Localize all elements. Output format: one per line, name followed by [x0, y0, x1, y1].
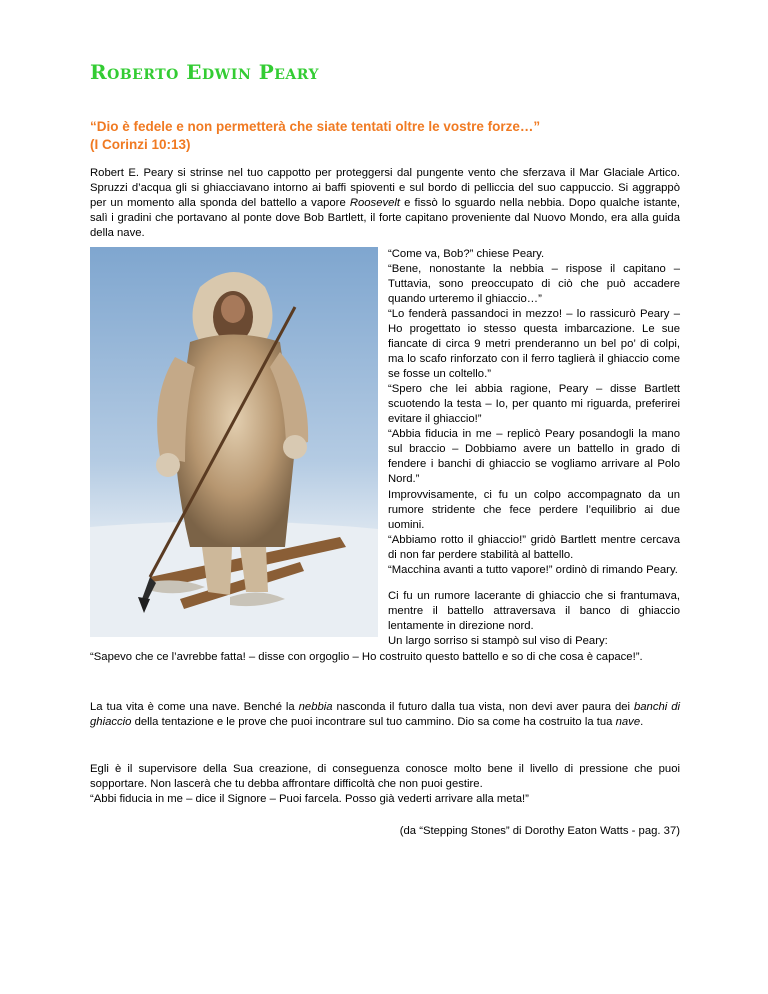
ship-name: Roosevelt [349, 197, 401, 209]
dialog-line: Ci fu un rumore lacerante di ghiaccio che si frantumava, mentre il battello attraversava il banco di ghiaccio lentamente in direzione nord. [388, 590, 680, 632]
supervisor-line: Egli è il supervisore della Sua creazione, di conseguenza conosce molto bene il livello di pressione che puoi sopportare. Non lascerà che tu debba affrontare difficoltà che non puoi gestire. [90, 763, 680, 790]
dialog-line: “Spero che lei abbia ragione, Peary – disse Bartlett scuotendo la testa – Io, per quanto mi riguarda, preferirei evitare il ghiaccio!” [388, 383, 680, 425]
life-ice: banchi di ghiaccio [90, 701, 680, 728]
peary-photo [90, 247, 378, 637]
intro-paragraph [90, 166, 680, 241]
dialog-block-2 [388, 488, 680, 578]
intro-part2: e fissò lo sguardo nella nebbia. Dopo qualche istante, salì i gradini che portavano al ponte dove Bob Bartlett, il forte capitano proveniente dal Nuovo Mondo, era alla guida della nave. [90, 197, 680, 239]
life-paragraph [90, 700, 680, 730]
bible-verse [90, 118, 690, 154]
source-citation: (da “Stepping Stones” di Dorothy Eaton Watts - pag. 37) [399, 825, 680, 837]
dialog-line: “Bene, nonostante la nebbia – rispose il capitano – Tuttavia, sono preoccupato di ciò che può accadere quando urteremo il ghiaccio…” [388, 263, 680, 305]
dialog-line: “Macchina avanti a tutto vapore!” ordinò di rimando Peary. [388, 564, 678, 576]
explorer-illustration [90, 247, 378, 637]
life-fog: nebbia [298, 701, 333, 713]
life-g: . [640, 716, 644, 728]
dialog-line: Improvvisamente, ci fu un colpo accompagnato da un rumore stridente che fece perdere l’equilibrio ai due uomini. [388, 489, 680, 531]
dialog-line: “Abbia fiducia in me – replicò Peary posandogli la mano sul braccio – Dobbiamo avere un battello in grado di fendere i banchi di ghiaccio se vogliamo arrivare al Polo Nord.” [388, 428, 680, 485]
page-title [90, 60, 690, 84]
life-e: della tentazione e le prove che puoi incontrare sul tuo cammino. Dio sa come ha costruito la tua [131, 716, 616, 728]
dialog-line: Un largo sorriso si stampò sul viso di Peary: [388, 635, 608, 647]
supervisor-line: “Abbi fiducia in me – dice il Signore – Puoi farcela. Posso già vederti arrivare alla meta!” [90, 793, 529, 805]
life-c: nasconda il futuro dalla tua vista, non devi aver paura dei [332, 701, 634, 713]
dialog-line: “Come va, Bob?” chiese Peary. [388, 248, 545, 260]
life-a: La tua vita è come una nave. Benché la [90, 701, 299, 713]
dialog-block-1 [388, 247, 680, 487]
dialog-line: “Abbiamo rotto il ghiaccio!” gridò Bartlett mentre cercava di non far perdere stabilità al battello. [388, 534, 680, 561]
supervisor-paragraph [90, 762, 680, 807]
verse-quote: “Dio è fedele e non permetterà che siate tentati oltre le vostre forze…” [90, 119, 541, 134]
title-text: Roberto Edwin Peary [90, 60, 319, 84]
verse-reference: (I Corinzi 10:13) [90, 137, 191, 152]
dialog-line: “Lo fenderà passandoci in mezzo! – lo rassicurò Peary – Ho progettato io stesso questa imbarcazione. Le sue fiancate di circa 9 metri prenderanno un bel po’ di colpi, ma lo scafo rinforzato con il ferro taglierà il ghiaccio come se fosse un coltello.” [388, 308, 680, 380]
dialog-block-3 [388, 589, 680, 649]
dialog-closing-line: “Sapevo che ce l’avrebbe fatta! – disse con orgoglio – Ho costruito questo battello e so di che cosa è capace!”. [90, 651, 643, 663]
intro-part1: Robert E. Peary si strinse nel tuo cappotto per proteggersi dal pungente vento che sferzava il Mar Glaciale Artico. Spruzzi d’acqua gli si ghiacciavano intorno ai baffi spioventi e sul bordo di pelliccia del suo cappuccio. Si aggrappò per un momento alla sponda del battello a vapore [90, 167, 680, 209]
life-ship: nave [615, 716, 641, 728]
